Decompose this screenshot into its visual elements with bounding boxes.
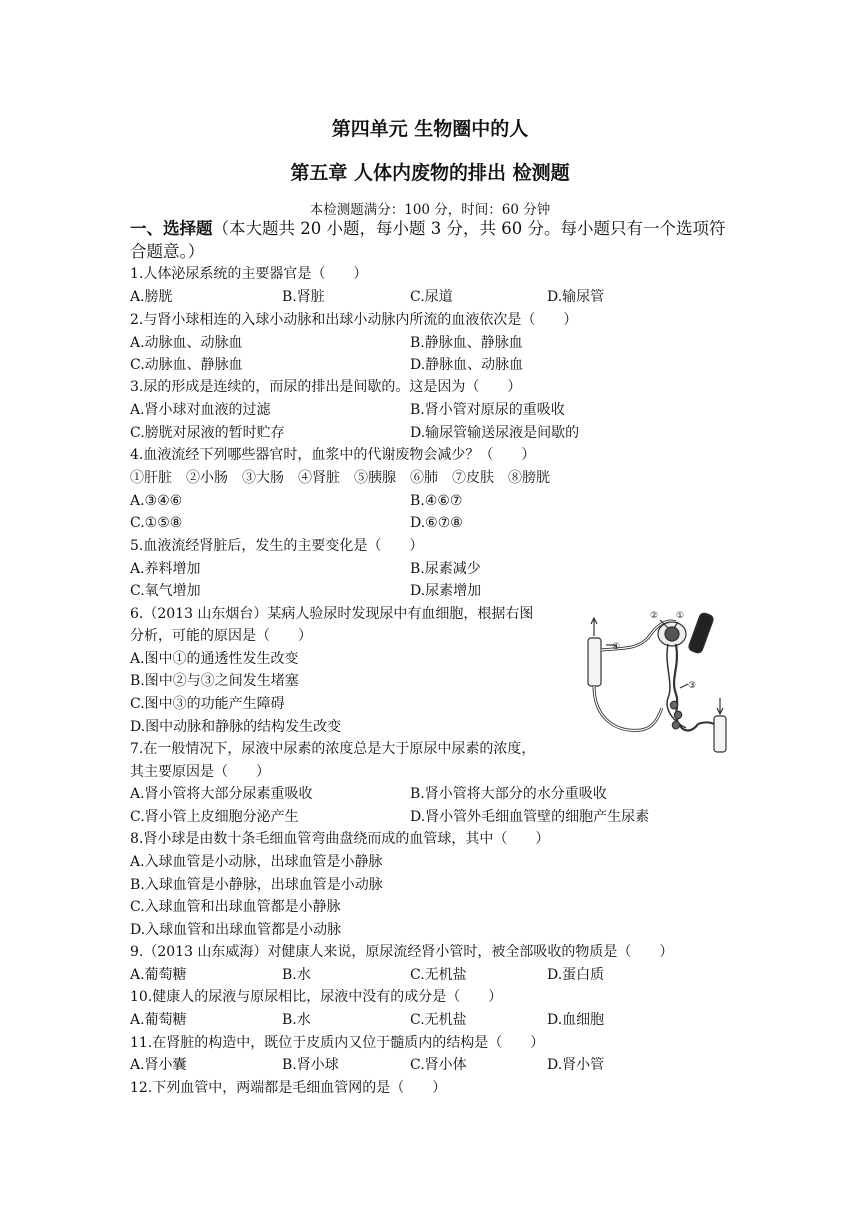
question-2-option-c: C.动脉血、静脉血: [130, 357, 243, 373]
question-6-option-a: A.图中①的通透性发生改变: [130, 651, 299, 667]
score-info: 本检测题满分：100 分，时间：60 分钟: [309, 202, 551, 218]
question-7-option-c: C.肾小管上皮细胞分泌产生: [130, 809, 299, 825]
question-1-option-c: C.尿道: [410, 289, 453, 305]
question-11-option-a: A.肾小囊: [130, 1057, 187, 1073]
question-8-option-a: A.入球血管是小动脉，出球血管是小静脉: [130, 854, 383, 870]
question-6-stem-continued: 分析，可能的原因是（ ）: [130, 628, 312, 644]
question-5-option-b: B.尿素减少: [410, 561, 481, 577]
question-6-stem: 6.（2013 山东烟台）某病人验尿时发现尿中有血细胞，根据右图: [130, 606, 534, 622]
question-9-option-d: D.蛋白质: [547, 967, 605, 983]
question-1-option-a: A.膀胱: [130, 289, 173, 305]
question-11-option-b: B.肾小球: [282, 1057, 339, 1073]
question-10-option-c: C.无机盐: [410, 1012, 467, 1028]
question-1-option-d: D.输尿管: [547, 289, 605, 305]
question-12-stem: 12.下列血管中，两端都是毛细血管网的是（ ）: [130, 1080, 447, 1096]
question-5-option-d: D.尿素增加: [410, 583, 482, 599]
question-4-stem: 4.血液流经下列哪些器官时，血浆中的代谢废物会减少？（ ）: [130, 447, 536, 463]
section-heading: [130, 217, 740, 263]
chapter-title: 第五章 人体内废物的排出 检测题: [290, 162, 570, 184]
question-6-option-d: D.图中动脉和静脉的结构发生改变: [130, 719, 342, 735]
question-4-option-d: D.⑥⑦⑧: [410, 515, 463, 531]
question-5-stem: 5.血液流经肾脏后，发生的主要变化是（ ）: [130, 538, 424, 554]
question-10-option-a: A.葡萄糖: [130, 1012, 187, 1028]
question-3-stem: 3.尿的形成是连续的，而尿的排出是间歇的。这是因为（ ）: [130, 379, 522, 395]
question-2-option-b: B.静脉血、静脉血: [410, 335, 523, 351]
question-7-option-a: A.肾小管将大部分尿素重吸收: [130, 786, 313, 802]
unit-title: 第四单元 生物圈中的人: [331, 118, 529, 140]
question-10-option-d: D.血细胞: [547, 1012, 605, 1028]
question-3-option-a: A.肾小球对血液的过滤: [130, 402, 271, 418]
question-7-stem-continued: 其主要原因是（ ）: [130, 764, 270, 780]
question-7-option-b: B.肾小管将大部分的水分重吸收: [410, 786, 607, 802]
nephron-diagram: [576, 598, 736, 758]
question-9-stem: 9.（2013 山东威海）对健康人来说，原尿流经肾小管时，被全部吸收的物质是（ ）: [130, 944, 674, 960]
question-3-option-c: C.膀胱对尿液的暂时贮存: [130, 425, 285, 441]
question-11-option-c: C.肾小体: [410, 1057, 467, 1073]
question-1-option-b: B.肾脏: [282, 289, 325, 305]
question-5-option-c: C.氧气增加: [130, 583, 201, 599]
question-4-items: ①肝脏 ②小肠 ③大肠 ④肾脏 ⑤胰腺 ⑥肺 ⑦皮肤 ⑧膀胱: [130, 470, 550, 486]
question-9-option-a: A.葡萄糖: [130, 967, 187, 983]
question-8-option-c: C.入球血管和出球血管都是小静脉: [130, 899, 341, 915]
question-2-stem: 2.与肾小球相连的入球小动脉和出球小动脉内所流的血液依次是（ ）: [130, 312, 578, 328]
figure-label-1: ①: [676, 611, 685, 621]
question-11-stem: 11.在肾脏的构造中，既位于皮质内又位于髓质内的结构是（ ）: [130, 1035, 545, 1051]
question-5-option-a: A.养料增加: [130, 561, 201, 577]
question-10-stem: 10.健康人的尿液与原尿相比，尿液中没有的成分是（ ）: [130, 989, 503, 1005]
figure-label-4: ④: [612, 642, 621, 652]
question-6-option-b: B.图中②与③之间发生堵塞: [130, 673, 299, 689]
question-9-option-c: C.无机盐: [410, 967, 467, 983]
section-description: （本大题共 20 小题，每小题 3 分，共 60 分。每小题只有一个选项符合题意。）: [130, 219, 726, 261]
section-title: 一、选择题: [130, 219, 213, 238]
question-1-stem: 1.人体泌尿系统的主要器官是（ ）: [130, 266, 368, 282]
question-6-option-c: C.图中③的功能产生障碍: [130, 696, 285, 712]
question-2-option-d: D.静脉血、动脉血: [410, 357, 524, 373]
question-8-option-d: D.入球血管和出球血管都是小动脉: [130, 922, 342, 938]
question-8-option-b: B.入球血管是小静脉，出球血管是小动脉: [130, 877, 383, 893]
question-4-option-a: A.③④⑥: [130, 493, 183, 509]
question-7-option-d: D.肾小管外毛细血管壁的细胞产生尿素: [410, 809, 650, 825]
question-7-stem: 7.在一般情况下，尿液中尿素的浓度总是大于原尿中尿素的浓度，: [130, 741, 536, 757]
question-3-option-d: D.输尿管输送尿液是间歇的: [410, 425, 580, 441]
question-4-option-b: B.④⑥⑦: [410, 493, 463, 509]
question-4-option-c: C.①⑤⑧: [130, 515, 183, 531]
question-9-option-b: B.水: [282, 967, 311, 983]
figure-label-3: ③: [688, 681, 697, 691]
figure-label-2: ②: [650, 611, 659, 621]
question-10-option-b: B.水: [282, 1012, 311, 1028]
question-3-option-b: B.肾小管对原尿的重吸收: [410, 402, 565, 418]
question-2-option-a: A.动脉血、动脉血: [130, 335, 243, 351]
question-11-option-d: D.肾小管: [547, 1057, 605, 1073]
question-8-stem: 8.肾小球是由数十条毛细血管弯曲盘绕而成的血管球，其中（ ）: [130, 831, 550, 847]
